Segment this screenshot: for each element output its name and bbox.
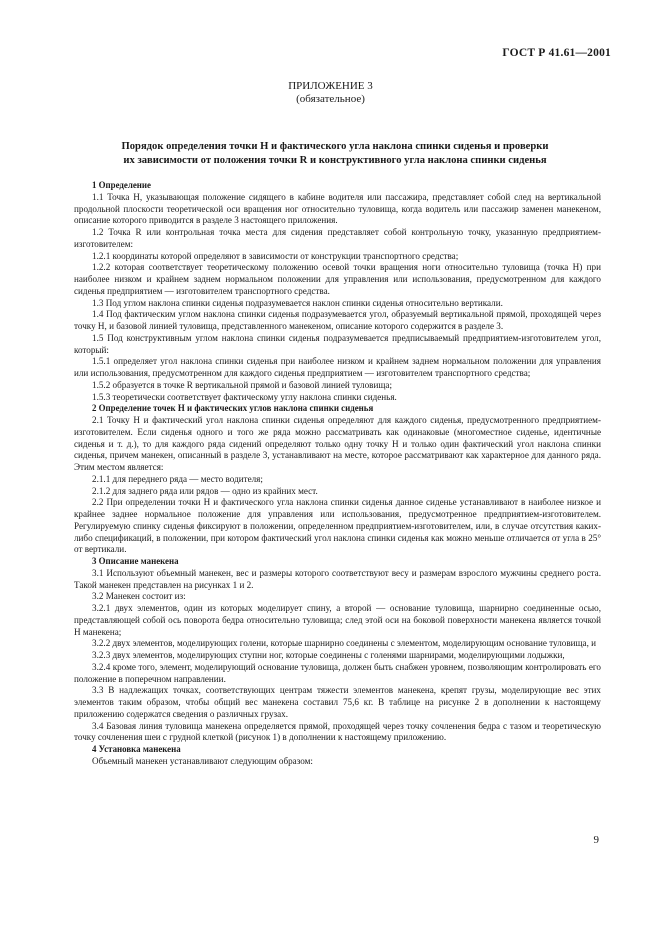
paragraph: 1.3 Под углом наклона спинки сиденья подразумевается наклон спинки сиденья относительно вертикали. bbox=[92, 297, 503, 308]
paragraph: 2.2 При определении точки H и фактического угла наклона спинки сиденья данное сиденье устанавливают в наиболее низкое и крайнее заднее нормальное положение для управления или использования, предусмотренное предприятием-изготовителем. Регулируемую спинку сиденья фиксируют в положении, определенном предприятием-изготовителем, или, в случае отсутствия каких-либо спецификаций, в положении, при котором фактический угол наклона спинки сиденья как можно меньше отличается от угла в 25° от вертикали. bbox=[74, 497, 601, 555]
paragraph: 2.1 Точку H и фактический угол наклона спинки сиденья определяют для каждого сиденья, предусмотренного предприятием-изготовителем. Если сиденья одного и того же ряда можно рассматривать как одинаковые (многоместное сиденье, идентичные сиденья и т. д.), то для каждого ряда сидений определяют только одну точку H и только один фактический угол наклона спинки сиденья, причем манекен, описанный в разделе 3, устанавливают на месте, которое рассматривают как характерное для данного ряда. Этим местом является: bbox=[74, 415, 601, 472]
paragraph: 2.1.2 для заднего ряда или рядов — одно из крайних мест. bbox=[92, 485, 318, 496]
paragraph: 1.4 Под фактическим углом наклона спинки сиденья подразумевается угол, образуемый вертикальной прямой, проходящей через точку H, и базовой линией туловища, представленного манекеном, описание которого содержится в разделе 3. bbox=[74, 309, 601, 331]
paragraph: 1.1 Точка H, указывающая положение сидящего в кабине водителя или пассажира, представляет собой след на вертикальной продольной плоскости теоретической оси вращения ног относительно туловища, когда водитель или пассажир заменен манекеном, описание которого приводится в разделе 3 настоящего приложения. bbox=[74, 191, 601, 226]
section-heading: 1 Определение bbox=[92, 180, 151, 190]
paragraph: 3.1 Используют объемный манекен, вес и размеры которого соответствуют весу и размерам взрослого мужчины среднего роста. Такой манекен представлен на рисунках 1 и 2. bbox=[74, 567, 601, 590]
paragraph: 3.3 В надлежащих точках, соответствующих центрам тяжести элементов манекена, крепят грузы, моделирующие вес этих элементов таким образом, чтобы общий вес манекена составил 75,6 кг. В таблице на рисунке 2 в дополнении к настоящему приложению содержатся сведения о различных грузах. bbox=[74, 685, 601, 719]
document-code: ГОСТ Р 41.61—2001 bbox=[502, 47, 611, 59]
paragraph: Объемный манекен устанавливают следующим образом: bbox=[92, 755, 313, 766]
section-heading: 4 Установка манекена bbox=[92, 744, 181, 754]
paragraph: 1.2 Точка R или контрольная точка места для сидения представляет собой контрольную точку, указанную предприятием-изготовителем: bbox=[74, 227, 601, 249]
section-title-line: их зависимости от положения точки R и конструктивного угла наклона спинки сиденья bbox=[123, 155, 547, 166]
appendix-heading bbox=[0, 80, 661, 106]
paragraph: 1.2.2 которая соответствует теоретическому положению осевой точки вращения ноги относительно туловища (точка H) при наиболее низком и крайнем заднем нормальном положении для управления или использования, предусмотренном для каждого сиденья предприятием — изготовителем транспортного средства. bbox=[74, 262, 601, 296]
paragraph: 3.2.3 двух элементов, моделирующих ступни ног, которые соединены с голенями шарнирами, моделирующими лодыжки, bbox=[92, 650, 565, 660]
paragraph: 3.2.4 кроме того, элемент, моделирующий основание туловища, должен быть снабжен уровнем, позволяющим контролировать его положение в поперечном направлении. bbox=[74, 661, 601, 684]
page-number: 9 bbox=[593, 834, 599, 846]
paragraph: 1.2.1 координаты которой определяют в зависимости от конструкции транспортного средства; bbox=[92, 250, 459, 261]
body-text bbox=[74, 180, 601, 768]
paragraph: 1.5.3 теоретически соответствует фактическому углу наклона спинки сиденья. bbox=[92, 391, 397, 402]
paragraph: 3.2.2 двух элементов, моделирующих голени, которые шарнирно соединены с элементом, моделирующим основание туловища, и bbox=[92, 638, 597, 649]
section-heading: 3 Описание манекена bbox=[92, 556, 179, 566]
paragraph: 1.5.1 определяет угол наклона спинки сиденья при наиболее низком и крайнем заднем нормальном положении для управления или использования, предусмотренном для каждого сиденья предприятием — изготовителем транспортного средства; bbox=[74, 356, 601, 378]
paragraph: 3.2.1 двух элементов, один из которых моделирует спину, а второй — основание туловища, шарнирно соединенные осью, представляющей собой ось поворота бедра относительно туловища; след этой оси на боковой поверхности манекена является точкой H манекена; bbox=[74, 603, 601, 637]
section-title-line: Порядок определения точки H и фактического угла наклона спинки сиденья и проверки bbox=[121, 141, 549, 152]
paragraph: 1.5.2 образуется в точке R вертикальной прямой и базовой линией туловища; bbox=[92, 379, 392, 390]
paragraph: 3.2 Манекен состоит из: bbox=[92, 591, 186, 602]
appendix-title: ПРИЛОЖЕНИЕ 3 bbox=[288, 80, 373, 92]
section-title bbox=[85, 140, 585, 168]
paragraph: 1.5 Под конструктивным углом наклона спинки сиденья подразумевается предписываемый предприятием-изготовителем угол, который: bbox=[74, 332, 601, 355]
paragraph: 3.4 Базовая линия туловища манекена определяется прямой, проходящей через точку сочленения бедра с тазом и теоретическую точку сочленения шеи с грудной клеткой (рисунок 1) в дополнении к настоящему приложению. bbox=[74, 720, 601, 743]
paragraph: 2.1.1 для переднего ряда — место водителя; bbox=[92, 473, 263, 484]
section-heading: 2 Определение точек H и фактических углов наклона спинки сиденья bbox=[92, 403, 374, 414]
appendix-subtitle: (обязательное) bbox=[296, 93, 365, 105]
